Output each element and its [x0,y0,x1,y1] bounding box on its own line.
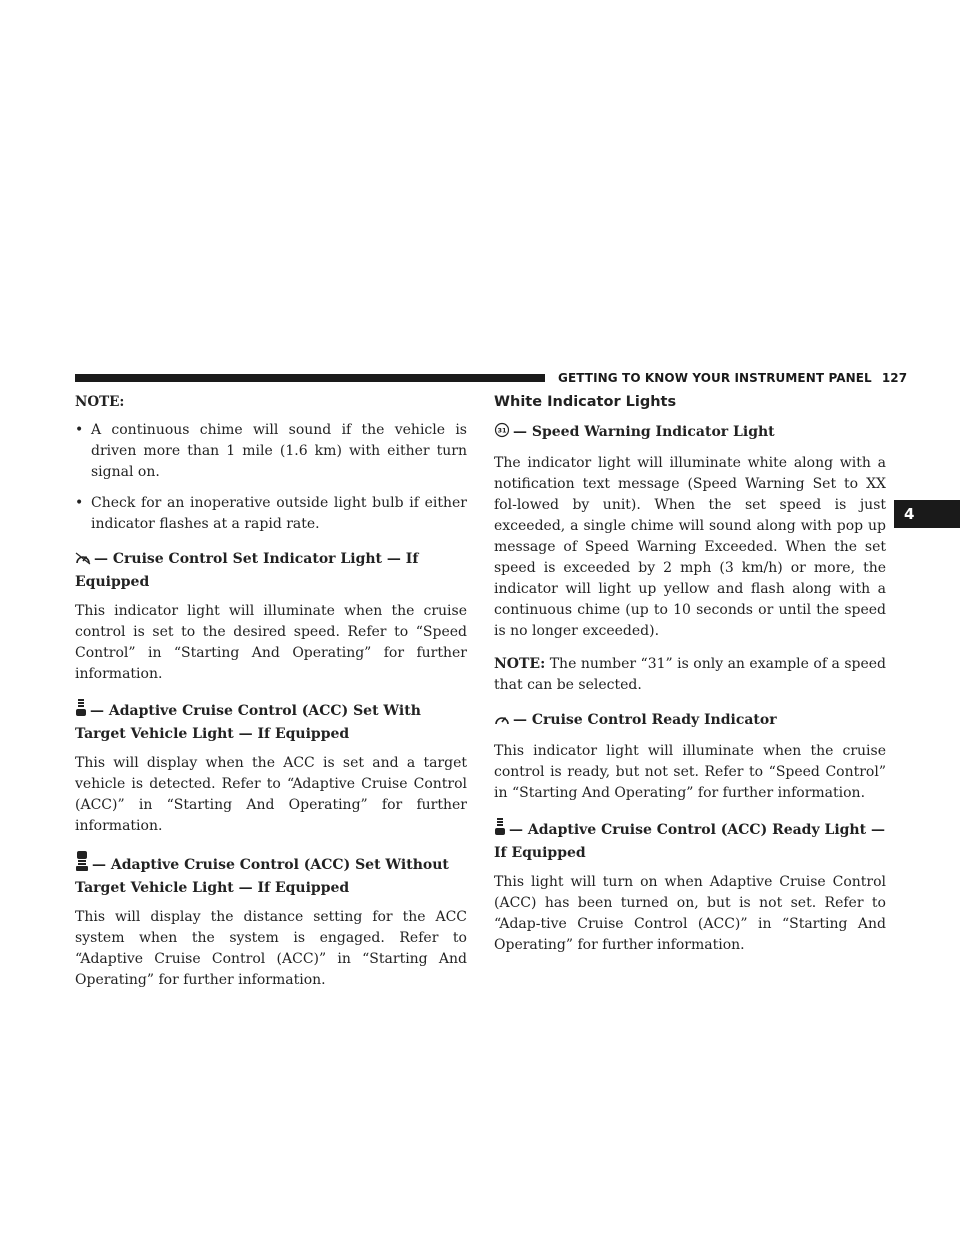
section-heading [494,710,886,733]
section-heading-text: — Adaptive Cruise Control (ACC) Ready Light — If Equipped [494,822,885,861]
section-body: This light will turn on when Adaptive Cruise Control (ACC) has been turned on, but is not set. Refer to “Adap-tive Cruise Control (ACC)” in “Starting And Operating” for further information. [494,874,886,953]
acc-ready-icon [494,818,506,843]
section-heading-text: — Adaptive Cruise Control (ACC) Set Without Target Vehicle Light — If Equipped [75,857,449,896]
section-heading [75,699,467,745]
left-column [75,394,467,1003]
speed-warning-value: 31 [497,426,507,435]
section-heading [75,549,467,593]
bullet-text: Check for an inoperative outside light bulb if either indicator flashes at a rapid rate. [91,495,467,532]
section-title: White Indicator Lights [494,394,677,410]
header-title: GETTING TO KNOW YOUR INSTRUMENT PANEL [558,371,872,385]
cruise-control-set-icon [75,551,91,572]
section-heading [494,818,886,864]
list-item: • A continuous chime will sound if the vehicle is driven more than 1 mile (1.6 km) with either turn signal on. [75,422,467,480]
section-heading-text: — Speed Warning Indicator Light [513,424,775,440]
bullet-text: A continuous chime will sound if the vehicle is driven more than 1 mile (1.6 km) with either turn signal on. [91,422,467,480]
section-body: This will display the distance setting for the ACC system when the system is engaged. Refer to “Adaptive Cruise Control (ACC)” in “Starting And Operating” for further information. [75,909,467,988]
chapter-tab: 4 [894,500,960,528]
page-number: 127 [881,371,908,385]
note-label: NOTE: [494,656,546,672]
section-heading-text: — Adaptive Cruise Control (ACC) Set With Target Vehicle Light — If Equipped [75,703,421,742]
speed-warning-31-icon [494,422,510,445]
list-item: • Check for an inoperative outside light bulb if either indicator flashes at a rapid rate. [75,495,467,532]
section-heading-text: — Cruise Control Set Indicator Light — If Equipped [75,551,419,590]
header-rule [75,374,545,382]
section-heading-text: — Cruise Control Ready Indicator [513,712,777,728]
section-body: This indicator light will illuminate when the cruise control is ready, but not set. Refer to “Speed Control” in “Starting And Operating” for further information. [494,743,886,801]
section-body: This will display when the ACC is set and a target vehicle is detected. Refer to “Adaptive Cruise Control (ACC)” in “Starting And Operating” for further information. [75,755,467,834]
acc-target-vehicle-icon [75,699,87,724]
note-text: The number “31” is only an example of a speed that can be selected. [494,656,886,693]
note-label: NOTE: [75,394,125,410]
section-heading [494,422,886,445]
note-paragraph [494,654,886,696]
section-body: This indicator light will illuminate when the cruise control is set to the desired speed. Refer to “Speed Control” in “Starting And Operating” for further information. [75,603,467,682]
section-heading [75,851,467,899]
running-header [558,371,907,385]
right-column [494,394,886,968]
cruise-control-ready-icon [494,712,510,733]
section-body: The indicator light will illuminate white along with a notification text message (Speed Warning Set to XX fol-lowed by unit). When the set speed is just exceeded, a single chime will sound along with pop up message of Speed Warning Exceeded. When the set speed is exceeded by 2 mph (3 km/h) or more, the indicator will light up yellow and flash along with a continuous chime (up to 10 seconds or until the speed is no longer exceeded). [494,455,886,639]
acc-no-target-icon [75,851,89,878]
